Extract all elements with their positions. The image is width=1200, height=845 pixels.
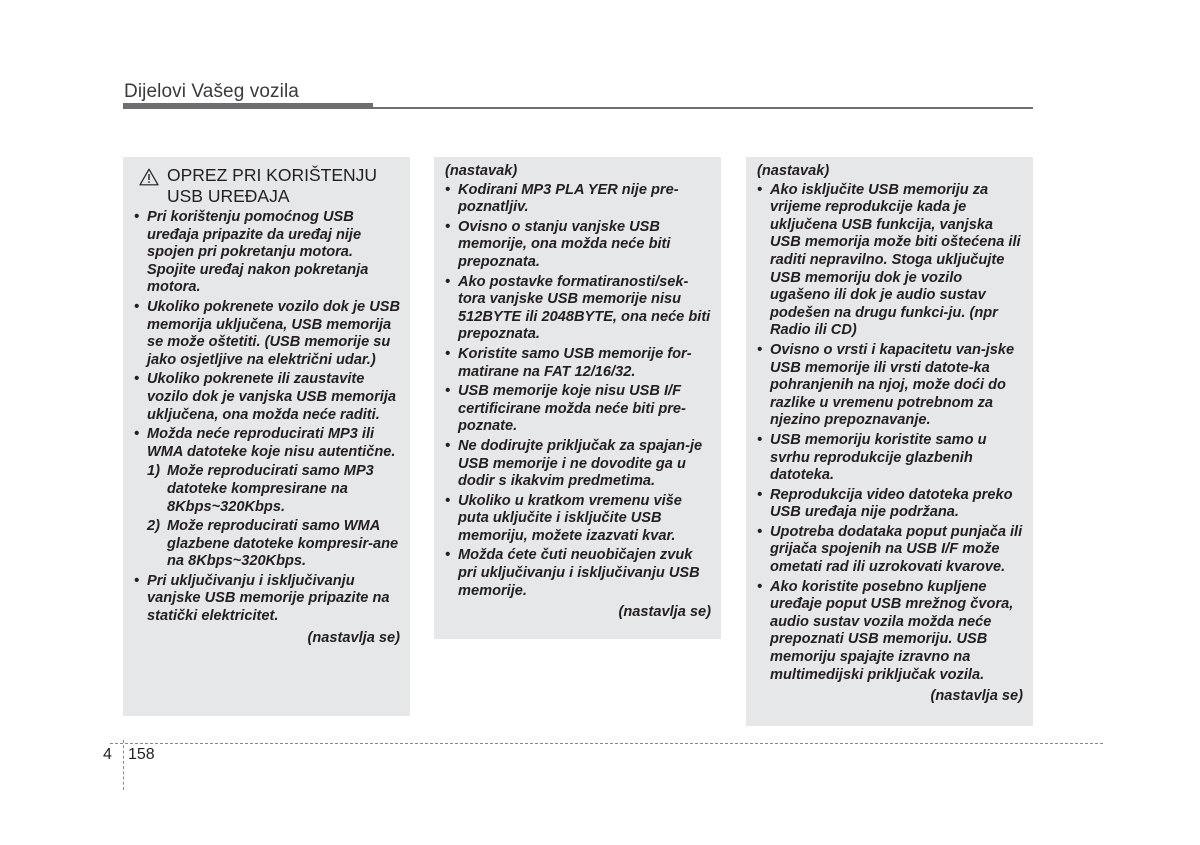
footer-dotted-rule [110, 743, 1103, 744]
list-item: • Koristite samo USB memorije for-matirane na FAT 12/16/32. [445, 345, 692, 380]
list-item: • USB memorije koje nisu USB I/F certificirane možda neće biti pre-poznate. [445, 383, 686, 435]
list-item: • Ukoliko pokrenete vozilo dok je USB memorija uključena, USB memorija se može oštetiti. (USB memorije su jako osjetljive na električni udar.) [134, 298, 401, 368]
footer-dotted-divider [123, 740, 124, 790]
page-header-title: Dijelovi Vašeg vozila [124, 81, 299, 102]
list-item: • Ako koristite posebno kupljene uređaje poput USB mrežnog čvora, audio sustav vozila možda neće prepoznati USB memoriju. USB memoriju spajajte izravno na multimedijski priključak vozila. [757, 578, 1014, 683]
continued-footer: (nastavlja se) [930, 688, 1023, 705]
caution-box-col3 [746, 157, 1033, 726]
continued-heading: (nastavak) [757, 163, 830, 179]
list-item: • Pri korištenju pomoćnog USB uređaja pripazite da uređaj nije spojen pri pokretanju motora. Spojite uređaj nakon pokretanja motora. [134, 209, 369, 296]
list-item: • Ukoliko pokrenete ili zaustavite vozilo dok je vanjska USB memorija uključena, ona možda neće raditi. [134, 371, 396, 423]
list-item: • Ovisno o vrsti i kapacitetu van-jske USB memorije ili vrsti datote-ka pohranjenih na njoj, može doći do razlike u vremenu potrebnom za njezino prepoznavanje. [757, 341, 1015, 429]
header-rule-thick [123, 103, 373, 109]
list-item: • Možda neće reproducirati MP3 ili WMA datoteke koje nisu autentične. [134, 426, 396, 460]
caution-list-col2 [444, 182, 711, 601]
list-item: • USB memoriju koristite samo u svrhu reprodukcije glazbenih datoteka. [757, 431, 987, 484]
list-item: • Ovisno o stanju vanjske USB memorije, ona možda neće biti prepoznata. [445, 218, 671, 270]
continued-heading: (nastavak) [445, 163, 518, 179]
list-item: • Ako postavke formatiranosti/sek-tora vanjske USB memorije nisu 512BYTE ili 2048BYTE, ona neće biti prepoznata. [445, 273, 711, 343]
sub-list-item: 1) Može reproducirati samo MP3 datoteke kompresirane na 8Kbps~320Kbps. [147, 463, 374, 515]
caution-list-col1 [133, 209, 400, 461]
list-item: • Ne dodirujte priključak za spajan-je USB memorije i ne dovodite ga u dodir s ikakvim predmetima. [445, 437, 703, 490]
list-item: • Upotreba dodataka poput punjača ili grijača spojenih na USB I/F može ometati rad ili uzrokovati kvarove. [757, 523, 1023, 576]
chapter-number: 4 [103, 746, 112, 763]
list-item: • Ukoliko u kratkom vremenu više puta uključite i isključite USB memoriju, možete izazvati kvar. [445, 492, 682, 544]
warning-triangle-icon [139, 168, 159, 186]
caution-heading [133, 165, 400, 207]
continued-footer: (nastavlja se) [618, 604, 711, 621]
page-number: 158 [128, 746, 155, 763]
list-item: • Kodirani MP3 PLA YER nije pre-poznatljiv. [445, 181, 679, 216]
caution-list-col3 [756, 182, 1023, 685]
list-item: • Ako isključite USB memoriju za vrijeme reprodukcije kada je uključena USB funkcija, vanjska USB memorija može biti oštećena ili raditi nepravilno. Stoga uključujte USB memoriju dok je vozilo ugašeno ili dok je audio sustav podešen na drugu funkci-ju. (npr Radio ili CD) [757, 181, 1021, 339]
list-item: • Pri uključivanju i isključivanju vanjske USB memorije pripazite na statički elektricitet. [134, 572, 390, 625]
header-rule-thin [373, 107, 1033, 109]
caution-heading-text: OPREZ PRI KORIŠTENJU USB UREĐAJA [167, 165, 378, 206]
sub-list-item: 2) Može reproducirati samo WMA glazbene datoteke kompresir-ane na 8Kbps~320Kbps. [147, 518, 399, 570]
caution-box-col2 [434, 157, 721, 639]
continued-footer: (nastavlja se) [307, 629, 400, 646]
list-item: • Možda ćete čuti neuobičajen zvuk pri uključivanju i isključivanju USB memorije. [445, 547, 700, 599]
caution-box-col1 [123, 157, 410, 716]
list-item: • Reprodukcija video datoteka preko USB uređaja nije podržana. [757, 486, 1013, 521]
